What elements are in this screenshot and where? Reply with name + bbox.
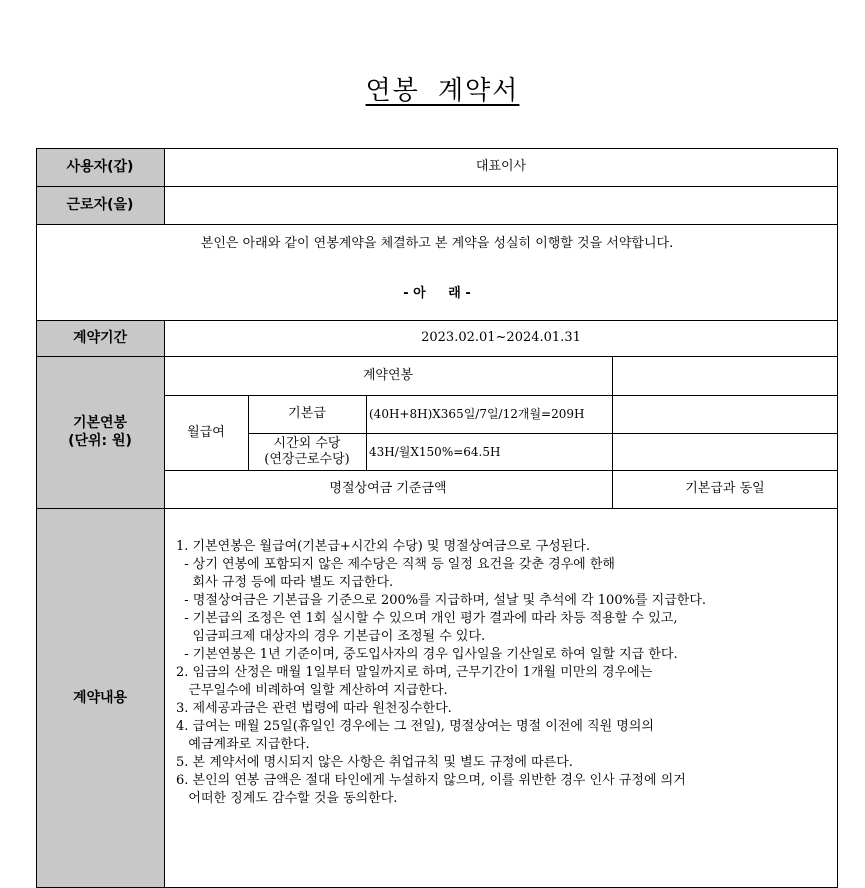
content-line: 2. 임금의 산정은 매월 1일부터 말일까지로 하며, 근무기간이 1개월 미만의 경우에는	[176, 665, 653, 680]
content-line: 3. 제세공과금은 관련 법령에 따라 원천징수한다.	[176, 701, 452, 716]
content-line: - 명절상여금은 기본급을 기준으로 200%를 지급하며, 설날 및 추석에 각 100%를 지급한다.	[176, 593, 707, 608]
document-title: 연봉 계약서	[365, 76, 520, 106]
base-pay-amount	[612, 395, 838, 433]
overtime-amount	[612, 433, 838, 470]
employee-value	[164, 186, 838, 224]
below-heading: - 아 래 -	[403, 286, 471, 301]
content-line: 어떠한 징계도 감수할 것을 동의한다.	[176, 791, 398, 806]
content-line: 6. 본인의 연봉 금액은 절대 타인에게 누설하지 않으며, 이를 위반한 경우 인사 규정에 의거	[176, 773, 686, 788]
overtime-label: 시간외 수당 (연장근로수당)	[264, 435, 350, 467]
content-line: 회사 규정 등에 따라 별도 지급한다.	[176, 575, 394, 590]
contents-label: 계약내용	[72, 690, 128, 706]
overtime-formula: 43H/월X150%=64.5H	[369, 444, 501, 459]
base-pay-label: 기본급	[288, 406, 326, 421]
holiday-bonus-label: 명절상여금 기준금액	[329, 481, 447, 496]
holiday-bonus-value: 기본급과 동일	[685, 481, 765, 496]
period-value: 2023.02.01~2024.01.31	[421, 330, 581, 345]
content-line: 임금피크제 대상자의 경우 기본급이 조정될 수 있다.	[176, 629, 486, 644]
content-line: 1. 기본연봉은 월급여(기본급+시간외 수당) 및 명절상여금으로 구성된다.	[176, 539, 590, 554]
content-line: - 기본급의 조정은 연 1회 실시할 수 있으며 개인 평가 결과에 따라 차등 적용할 수 있고,	[176, 611, 678, 626]
content-line: - 상기 연봉에 포함되지 않은 제수당은 직책 등 일정 요건을 갖춘 경우에 한해	[176, 557, 615, 572]
contract-table	[36, 148, 838, 888]
content-line: 근무일수에 비례하여 일할 계산하여 지급한다.	[176, 683, 448, 698]
monthly-pay-label: 월급여	[187, 424, 225, 440]
period-label: 계약기간	[72, 330, 128, 346]
employee-label: 근로자(을)	[66, 197, 134, 213]
contract-salary-label: 계약연봉	[362, 367, 414, 383]
base-pay-formula: (40H+8H)X365일/7일/12개월=209H	[369, 407, 585, 421]
content-line: 예금계좌로 지급한다.	[176, 737, 310, 752]
contract-contents	[176, 538, 836, 808]
employer-label: 사용자(갑)	[66, 159, 134, 175]
intro-statement: 본인은 아래와 같이 연봉계약을 체결하고 본 계약을 성실히 이행할 것을 서약합니다.	[200, 236, 674, 251]
content-line: 4. 급여는 매월 25일(휴일인 경우에는 그 전일), 명절상여는 명절 이전에 직원 명의의	[176, 719, 654, 734]
contract-salary-value	[612, 356, 838, 395]
content-line: 5. 본 계약서에 명시되지 않은 사항은 취업규칙 및 별도 규정에 따른다.	[176, 755, 573, 770]
employer-value: 대표이사	[475, 159, 527, 174]
salary-label: 기본연봉 (단위: 원)	[68, 415, 132, 449]
content-line: - 기본연봉은 1년 기준이며, 중도입사자의 경우 입사일을 기산일로 하여 일할 지급 한다.	[176, 647, 678, 662]
